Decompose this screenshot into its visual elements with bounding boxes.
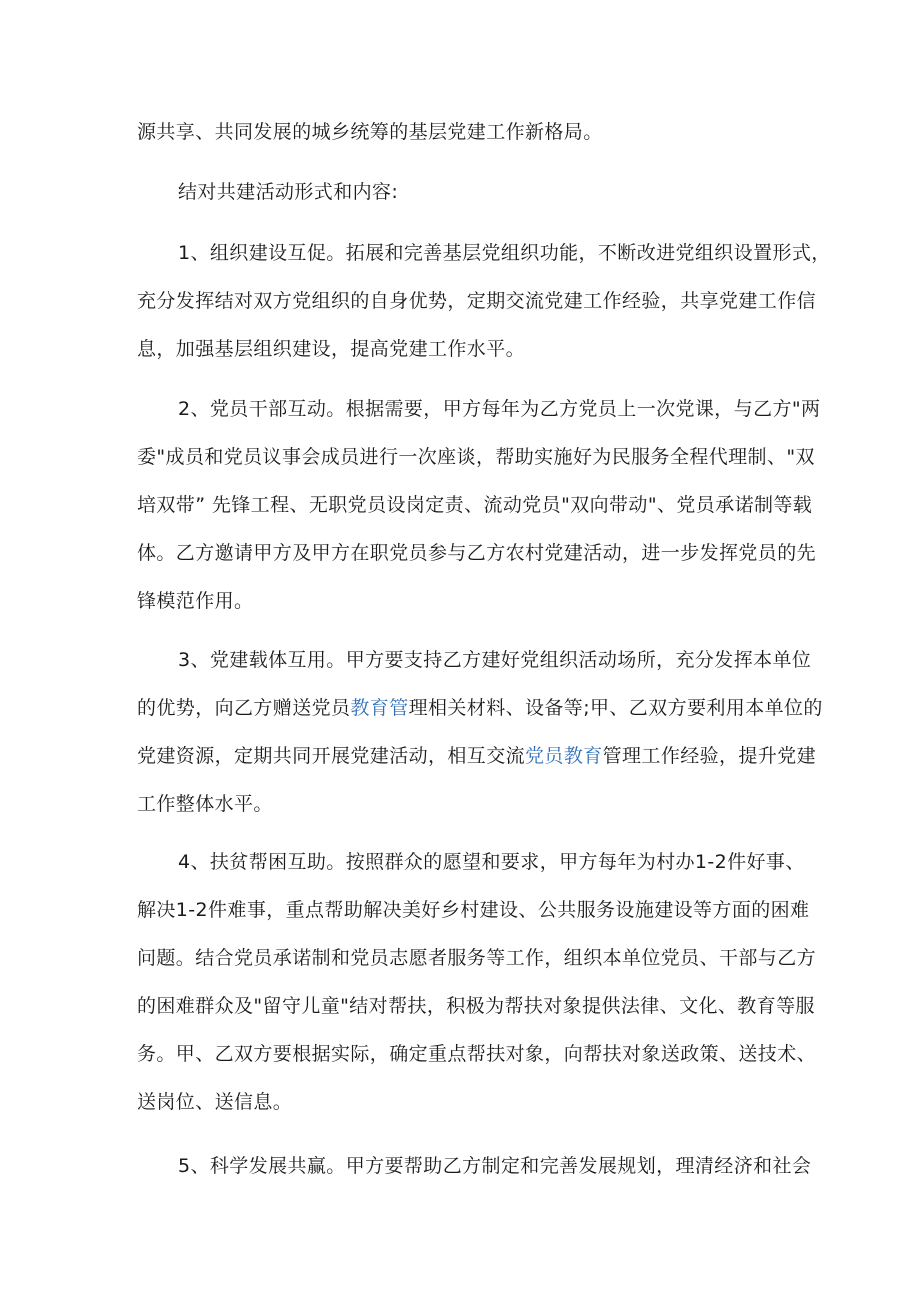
- paragraph-item-4: [137, 838, 817, 1126]
- text-line: 1、组织建设互促。拓展和完善基层党组织功能，不断改进党组织设置形式，: [178, 242, 831, 264]
- text-line: 问题。结合党员承诺制和党员志愿者服务等工作，组织本单位党员、干部与乙方: [137, 947, 817, 969]
- paragraph-item-5: [137, 1142, 812, 1190]
- education-management-link[interactable]: 教育管: [350, 697, 409, 719]
- text-line: 培双带” 先锋工程、无职党员设岗定责、流动党员"双向带动"、党员承诺制等载: [137, 494, 813, 516]
- text-segment: 的优势，向乙方赠送党员: [137, 697, 351, 719]
- text-line: 解决1-2件难事，重点帮助解决美好乡村建设、公共服务设施建设等方面的困难: [137, 899, 810, 921]
- text-line: 委"成员和党员议事会成员进行一次座谈，帮助实施好为民服务全程代理制、"双: [137, 446, 815, 468]
- section-heading: [137, 168, 797, 216]
- text-line: 工作整体水平。: [137, 793, 273, 815]
- text-segment: 理相关材料、设备等;甲、乙双方要利用本单位的: [408, 697, 823, 719]
- text-line: 的困难群众及"留守儿童"结对帮扶，积极为帮扶对象提供法律、文化、教育等服: [137, 995, 815, 1017]
- text-line: [137, 732, 817, 780]
- paragraph-item-3: [137, 636, 823, 828]
- party-member-education-link[interactable]: 党员教育: [525, 745, 603, 767]
- text-line: 锋模范作用。: [137, 590, 254, 612]
- text-line: 体。乙方邀请甲方及甲方在职党员参与乙方农村党建活动，进一步发挥党员的先: [137, 542, 817, 564]
- paragraph-item-2: [137, 385, 821, 625]
- text-line: 充分发挥结对双方党组织的自身优势，定期交流党建工作经验，共享党建工作信: [137, 290, 817, 312]
- text-line: 4、扶贫帮困互助。按照群众的愿望和要求，甲方每年为村办1-2件好事、: [178, 851, 805, 873]
- text-line: [137, 684, 823, 732]
- text-line: 3、党建载体互用。甲方要支持乙方建好党组织活动场所，充分发挥本单位: [178, 649, 812, 671]
- text-line: 送岗位、送信息。: [137, 1091, 293, 1113]
- text-segment: 管理工作经验，提升党建: [602, 745, 817, 767]
- text-line: 5、科学发展共赢。甲方要帮助乙方制定和完善发展规划，理清经济和社会: [178, 1155, 812, 1177]
- text-line: 2、党员干部互动。根据需要，甲方每年为乙方党员上一次党课，与乙方"两: [178, 398, 821, 420]
- text-line: 结对共建活动形式和内容:: [178, 181, 399, 203]
- text-line: 务。甲、乙双方要根据实际，确定重点帮扶对象，向帮扶对象送政策、送技术、: [137, 1043, 817, 1065]
- paragraph-item-1: [137, 229, 831, 373]
- text-segment: 党建资源，定期共同开展党建活动，相互交流: [137, 745, 526, 767]
- text-line: 源共享、共同发展的城乡统筹的基层党建工作新格局。: [137, 121, 603, 143]
- text-line: 息，加强基层组织建设，提高党建工作水平。: [137, 338, 526, 360]
- paragraph-continuation: [137, 108, 797, 156]
